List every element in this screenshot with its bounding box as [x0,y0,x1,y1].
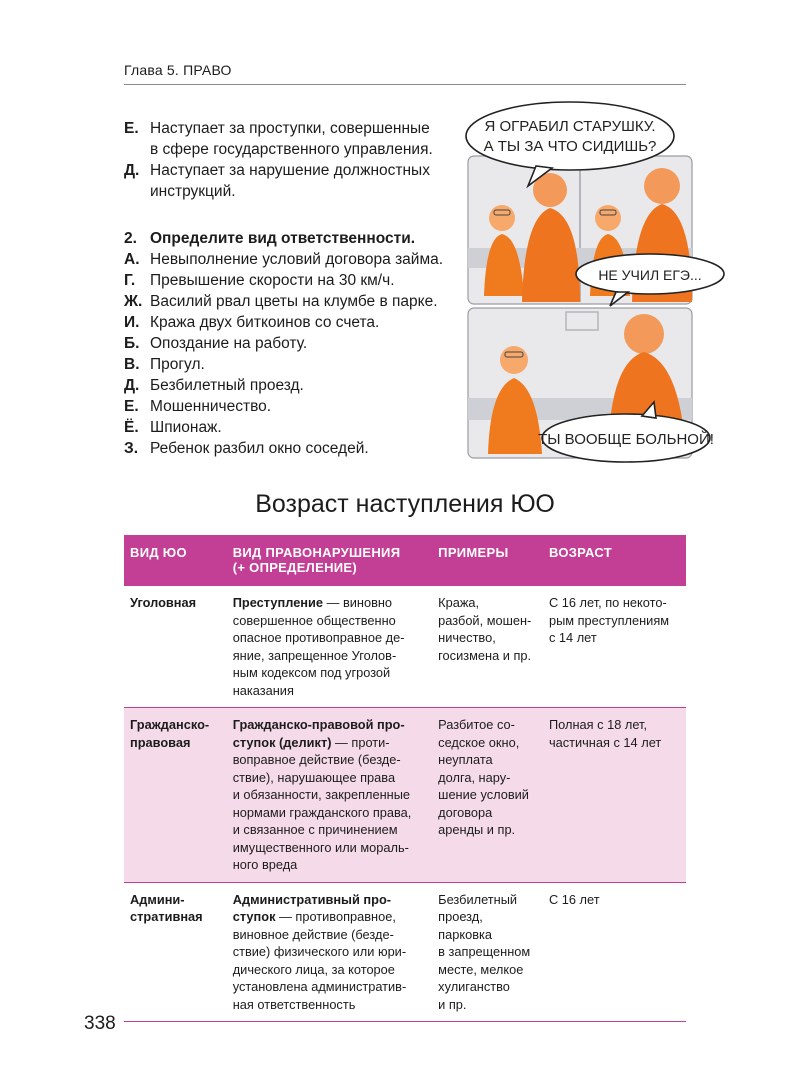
table-row [124,586,686,708]
cell-age: Полная с 18 лет, частичная с 14 лет [543,708,686,883]
header-examples: ПРИМЕРЫ [432,535,543,586]
list-item: И. Кража двух биткоинов со счета. [124,314,380,331]
cell-examples: Безбилетный проезд, парковка в запрещенном месте, мелкое хулиганство и пр. [438,891,531,1012]
liability-age-table [124,535,686,1022]
table-header-row [124,535,686,586]
list-item [124,118,448,160]
svg-text:НЕ УЧИЛ ЕГЭ...: НЕ УЧИЛ ЕГЭ... [598,267,702,283]
list-item: Ё. Шпионаж. [124,419,222,436]
header-offense: ВИД ПРАВОНАРУШЕНИЯ (+ ОПРЕДЕЛЕНИЕ) [227,535,432,586]
item-letter: Д. [124,162,140,179]
list-item: Е. Мошенничество. [124,398,272,415]
chapter-header: Глава 5. ПРАВО [124,62,686,85]
header-age: ВОЗРАСТ [543,535,686,586]
question-2 [124,228,448,459]
cell-offense: Гражданско-правовой про- ступок (деликт) — проти- воправное действие (безде- ствие), нарушающее права и обязанности, закрепленные нормами гражданского права, и связанное с причинением имущественного или мораль- ного вреда [227,708,432,883]
list-item: Г. Превышение скорости на 30 км/ч. [124,272,395,289]
list-item: В. Прогул. [124,356,205,373]
answer-list-top [124,118,448,202]
page-number: 338 [84,1013,116,1034]
cell-type: Админи- стративная [130,891,203,924]
cell-examples: Разбитое со- седское окно, неуплата долга, нару- шение условий договора аренды и пр. [432,708,543,883]
item-letter: Е. [124,120,139,137]
header-type: ВИД ЮО [124,535,227,586]
svg-text:Я ОГРАБИЛ СТАРУШКУ.: Я ОГРАБИЛ СТАРУШКУ. [484,118,656,135]
prison-comic-illustration [466,98,714,470]
table-row [124,882,686,1022]
list-item: З. Ребенок разбил окно соседей. [124,440,369,457]
list-item: Ж. Василий рвал цветы на клумбе в парке. [124,293,438,310]
table-title: Возраст наступления ЮО [255,490,555,518]
cell-type: Гражданско- правовая [124,708,227,883]
cell-offense: Преступление — виновно совершенное общественно опасное противоправное де- яние, запрещенное Уголов- ным кодексом под угрозой наказания [232,595,405,698]
list-item: Б. Опоздание на работу. [124,335,308,352]
list-item: Д. Безбилетный проезд. [124,377,304,394]
cell-offense: Административный про- ступок — противоправное, виновное действие (безде- ствие) физического или юри- дического лица, за которое установлена административ- ная ответственность [232,891,407,1012]
list-item: А. Невыполнение условий договора займа. [124,251,444,268]
cell-type: Уголовная [130,595,197,610]
svg-text:А ТЫ ЗА ЧТО СИДИШЬ?: А ТЫ ЗА ЧТО СИДИШЬ? [483,138,657,155]
cell-age: С 16 лет [548,891,600,907]
cell-examples: Кража, разбой, мошен- ничество, госизмена и пр. [438,595,532,663]
item-text: Наступает за проступки, совершенные в сфере государственного управления. [150,120,433,158]
table-row [124,708,686,883]
question-title: 2. Определите вид ответственности. [124,230,416,247]
cell-age: С 16 лет, по некото- рым преступлениям с 14 лет [548,595,670,645]
item-text: Наступает за нарушение должностных инструкций. [150,162,430,200]
list-item [124,160,448,202]
svg-text:ТЫ ВООБЩЕ БОЛЬНОЙ!: ТЫ ВООБЩЕ БОЛЬНОЙ! [538,431,714,448]
